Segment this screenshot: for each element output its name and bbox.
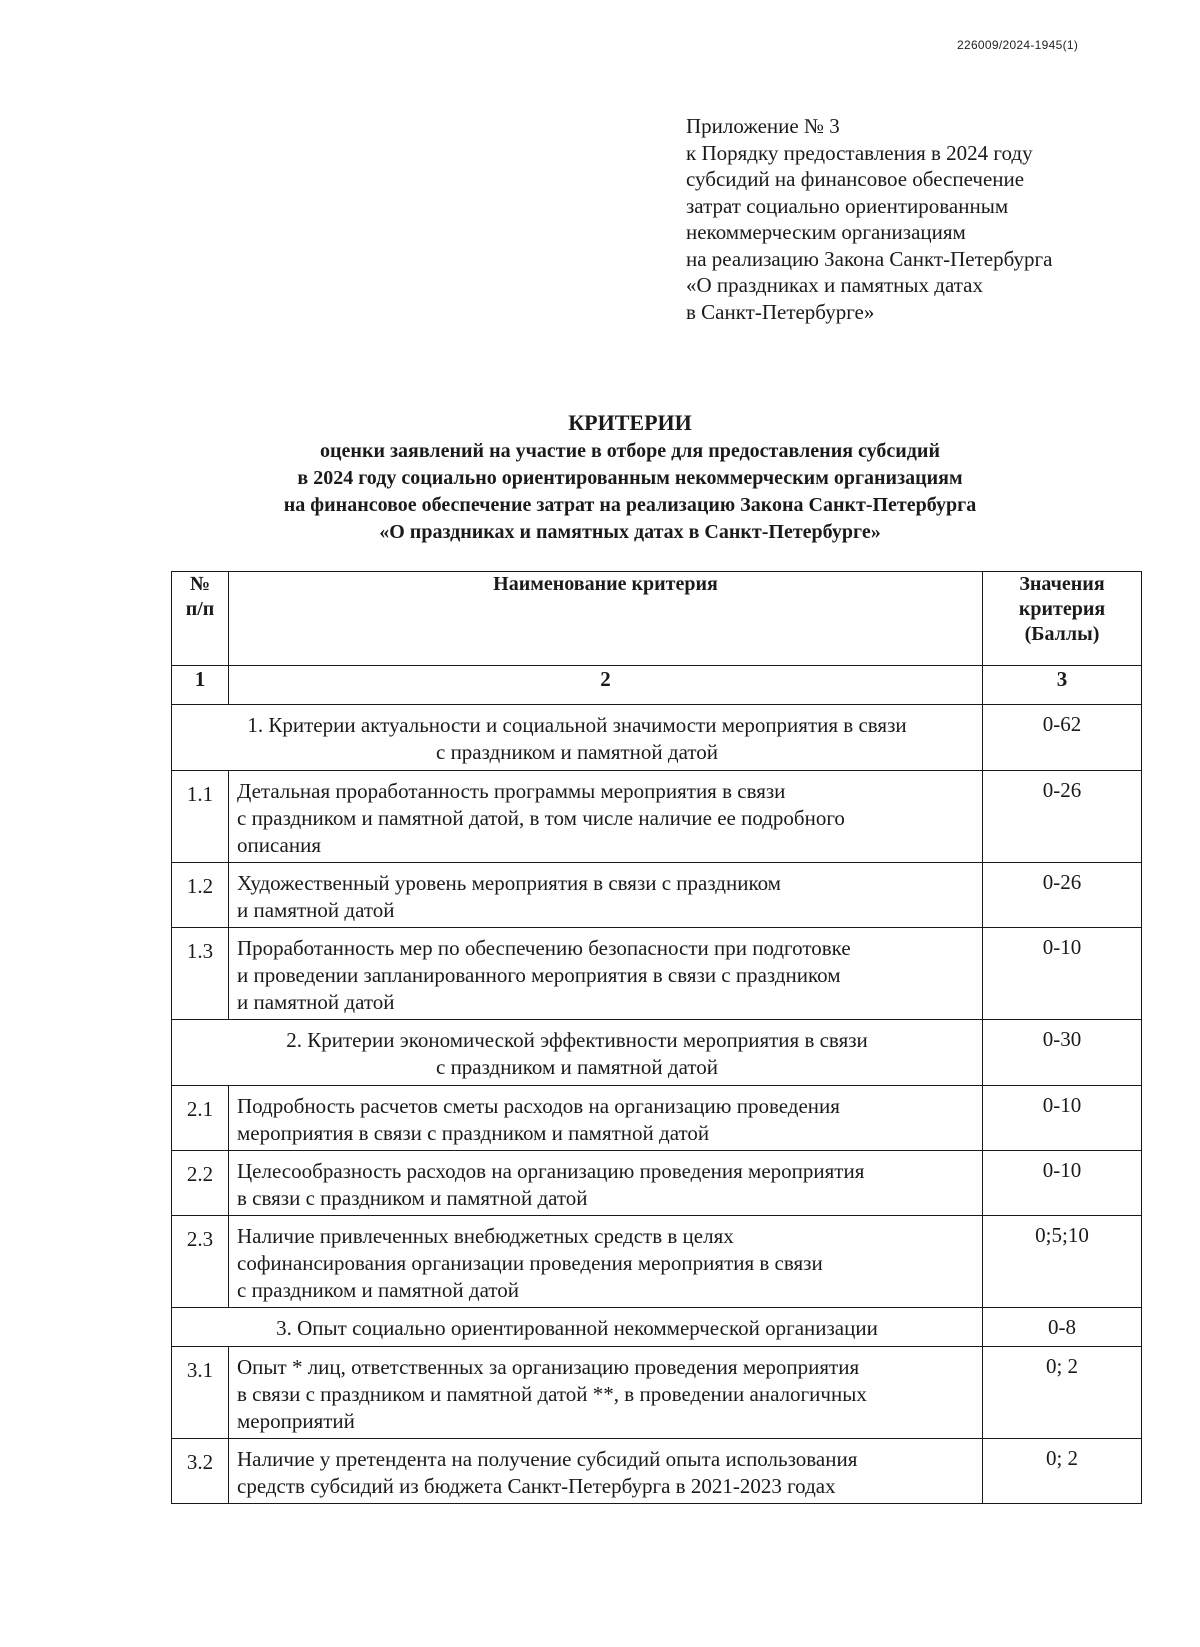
header-num: № п/п <box>172 572 229 666</box>
appendix-line: затрат социально ориентированным <box>686 193 1009 218</box>
criteria-table <box>171 571 1142 1504</box>
table-header-row <box>172 572 1142 666</box>
column-number: 3 <box>983 666 1142 705</box>
section-score-range: 0-30 <box>983 1020 1142 1086</box>
item-criterion-name: Подробность расчетов сметы расходов на организацию проведения мероприятия в связи с праздником и памятной датой <box>229 1086 983 1151</box>
item-criterion-name: Художественный уровень мероприятия в связи с праздником и памятной датой <box>229 863 983 928</box>
item-number: 2.3 <box>172 1216 229 1308</box>
appendix-line: Приложение № 3 <box>686 114 840 138</box>
item-score-range: 0-26 <box>983 771 1142 863</box>
item-score-range: 0;5;10 <box>983 1216 1142 1308</box>
document-title: КРИТЕРИИ <box>568 410 692 435</box>
item-criterion-name: Опыт * лиц, ответственных за организацию проведения мероприятия в связи с праздником и памятной датой **, в проведении аналогичных мероприятий <box>229 1347 983 1439</box>
criteria-item-row <box>172 1216 1142 1308</box>
document-registration-number: 226009/2024-1945(1) <box>957 38 1079 52</box>
criteria-section-row <box>172 705 1142 771</box>
criteria-item-row <box>172 1086 1142 1151</box>
appendix-reference <box>686 113 1156 325</box>
item-number: 3.1 <box>172 1347 229 1439</box>
section-score-range: 0-62 <box>983 705 1142 771</box>
item-number: 1.3 <box>172 928 229 1020</box>
item-score-range: 0; 2 <box>983 1439 1142 1504</box>
appendix-line: «О праздниках и памятных датах <box>686 273 983 297</box>
section-title: 1. Критерии актуальности и социальной значимости мероприятия в связи с праздником и памятной датой <box>172 705 983 771</box>
item-criterion-name: Наличие привлеченных внебюджетных средств в целях софинансирования организации проведения мероприятия в связи с праздником и памятной датой <box>229 1216 983 1308</box>
section-score-range: 0-8 <box>983 1308 1142 1347</box>
appendix-line: субсидий на финансовое обеспечение <box>686 167 1025 191</box>
appendix-line: некоммерческим организациям <box>686 220 966 244</box>
appendix-line: к Порядку предоставления в 2024 году <box>686 140 1033 165</box>
item-number: 2.2 <box>172 1151 229 1216</box>
criteria-item-row <box>172 863 1142 928</box>
item-score-range: 0-10 <box>983 1151 1142 1216</box>
criteria-section-row <box>172 1020 1142 1086</box>
document-subtitle-line: на финансовое обеспечение затрат на реализацию Закона Санкт-Петербурга <box>283 494 977 516</box>
appendix-line: в Санкт-Петербурге» <box>686 299 875 324</box>
document-subtitle-line: оценки заявлений на участие в отборе для предоставления субсидий <box>320 440 940 462</box>
item-score-range: 0-10 <box>983 928 1142 1020</box>
item-score-range: 0-26 <box>983 863 1142 928</box>
column-number: 2 <box>229 666 983 705</box>
criteria-item-row <box>172 1347 1142 1439</box>
criteria-section-row <box>172 1308 1142 1347</box>
column-number-row <box>172 666 1142 705</box>
item-number: 2.1 <box>172 1086 229 1151</box>
criteria-item-row <box>172 928 1142 1020</box>
header-name: Наименование критерия <box>229 572 983 666</box>
document-subtitle-line: «О праздниках и памятных датах в Санкт-Петербурге» <box>379 521 881 543</box>
appendix-line: на реализацию Закона Санкт-Петербурга <box>686 246 1053 271</box>
item-criterion-name: Наличие у претендента на получение субсидий опыта использования средств субсидий из бюджета Санкт-Петербурга в 2021-2023 годах <box>229 1439 983 1504</box>
document-subtitle-line: в 2024 году социально ориентированным некоммерческим организациям <box>297 467 963 489</box>
item-score-range: 0; 2 <box>983 1347 1142 1439</box>
item-score-range: 0-10 <box>983 1086 1142 1151</box>
item-number: 1.1 <box>172 771 229 863</box>
criteria-table-body <box>172 572 1142 1504</box>
criteria-item-row <box>172 1151 1142 1216</box>
item-number: 3.2 <box>172 1439 229 1504</box>
item-criterion-name: Целесообразность расходов на организацию проведения мероприятия в связи с праздником и памятной датой <box>229 1151 983 1216</box>
header-value: Значения критерия (Баллы) <box>983 572 1142 666</box>
column-number: 1 <box>172 666 229 705</box>
section-title: 3. Опыт социально ориентированной некоммерческой организации <box>172 1308 983 1347</box>
criteria-item-row <box>172 1439 1142 1504</box>
item-criterion-name: Проработанность мер по обеспечению безопасности при подготовке и проведении запланированного мероприятия в связи с праздником и памятной датой <box>229 928 983 1020</box>
document-title-block <box>0 408 1200 546</box>
section-title: 2. Критерии экономической эффективности мероприятия в связи с праздником и памятной датой <box>172 1020 983 1086</box>
item-number: 1.2 <box>172 863 229 928</box>
item-criterion-name: Детальная проработанность программы мероприятия в связи с праздником и памятной датой, в том числе наличие ее подробного описания <box>229 771 983 863</box>
criteria-item-row <box>172 771 1142 863</box>
